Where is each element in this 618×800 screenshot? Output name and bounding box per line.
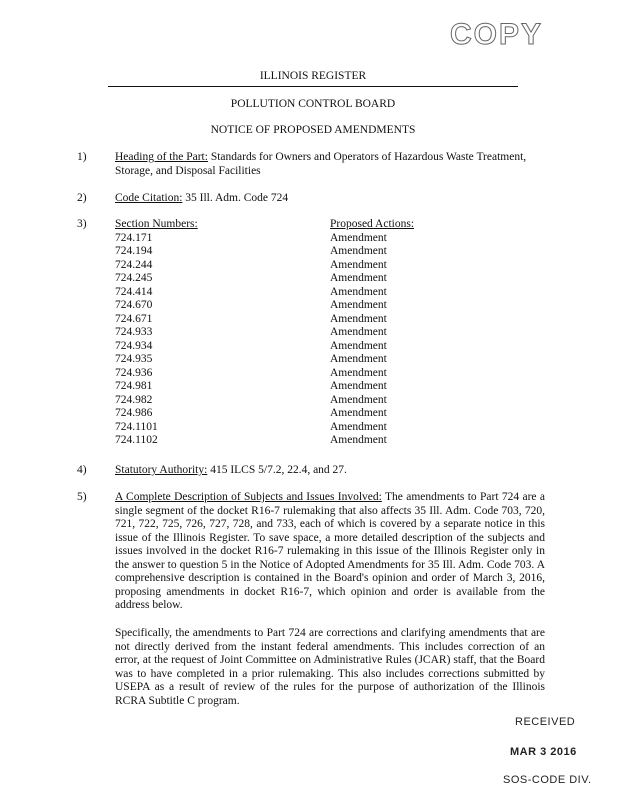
item-text: 415 ILCS 5/7.2, 22.4, and 27. (210, 464, 347, 476)
section-row (115, 353, 445, 367)
proposed-action: Amendment (330, 258, 387, 271)
section-number: 724.171 (115, 231, 153, 244)
proposed-action: Amendment (330, 366, 387, 379)
section-row (115, 407, 445, 421)
proposed-action: Amendment (330, 285, 387, 298)
item-description-continued: Specifically, the amendments to Part 724 are corrections and clarifying amendments that are not directly derived from the instant federal amendments. This includes correction of an error, at the request of Joint Committee on Administrative Rules (JCAR) staff, that the Board was to have completed in a prior rulemaking. This also includes corrections submitted by USEPA as a result of review of the rules for the purpose of authorization of the Illinois RCRA Subtitle C program. (115, 627, 545, 707)
proposed-action: Amendment (330, 312, 387, 325)
section-row (115, 286, 445, 300)
item-heading-of-part (115, 151, 545, 178)
section-number: 724.414 (115, 285, 153, 298)
section-number: 724.935 (115, 353, 153, 365)
received-office: SOS-CODE DIV. (503, 774, 592, 786)
item-label: A Complete Description of Subjects and Issues Involved: (115, 491, 382, 503)
section-row (115, 340, 445, 354)
item-number-3: 3) (77, 218, 87, 230)
register-header: ILLINOIS REGISTER (108, 70, 518, 87)
item-label: Heading of the Part: (115, 151, 208, 163)
section-rows (115, 232, 445, 448)
received-stamp: RECEIVED (515, 716, 576, 728)
section-row (115, 259, 445, 273)
item-number-1: 1) (77, 151, 87, 163)
proposed-actions-header: Proposed Actions: (330, 218, 415, 230)
item-number-2: 2) (77, 192, 87, 204)
section-row (115, 326, 445, 340)
item-text: 35 Ill. Adm. Code 724 (185, 192, 289, 204)
item-statutory-authority (115, 464, 545, 478)
item-text: Standards for Owners and Operators of Hazardous Waste Treatment, Storage, and Disposal Facilities (115, 151, 527, 177)
proposed-action: Amendment (330, 326, 387, 338)
section-table (115, 218, 445, 448)
section-number: 724.1101 (115, 420, 158, 433)
section-row (115, 272, 445, 286)
item-text: The amendments to Part 724 are a single segment of the docket R16-7 rulemaking that also affects 35 Ill. Adm. Code 703, 720, 721, 722, 725, 726, 727, 728, and 733, each of which is covered by a separate notice in this issue of the Illinois Register. To save space, a more detailed description of the subjects and issues involved in the docket R16-7 rulemaking in this issue of the Illinois Register only in the answer to question 5 in the Notice of Adopted Amendments for 35 Ill. Adm. Code 703. A comprehensive description is contained in the Board's opinion and order of March 3, 2016, proposing amendments in docket R16-7, which opinion and order is available from the address below. (115, 491, 545, 611)
item-description (115, 491, 545, 613)
section-number: 724.982 (115, 393, 153, 406)
proposed-action: Amendment (330, 407, 387, 419)
section-row (115, 232, 445, 246)
section-number: 724.1102 (115, 434, 158, 446)
item-label: Statutory Authority: (115, 464, 208, 476)
section-table-header (115, 218, 445, 232)
section-number: 724.245 (115, 272, 153, 284)
copy-watermark: COPY (450, 18, 544, 51)
section-number: 724.670 (115, 299, 153, 311)
section-number: 724.986 (115, 407, 153, 419)
section-row (115, 434, 445, 448)
section-number: 724.671 (115, 312, 153, 325)
proposed-action: Amendment (330, 299, 387, 311)
proposed-action: Amendment (330, 231, 387, 244)
section-numbers-header: Section Numbers: (115, 218, 198, 230)
section-number: 724.244 (115, 258, 153, 271)
section-number: 724.933 (115, 326, 153, 338)
proposed-action: Amendment (330, 272, 387, 284)
proposed-action: Amendment (330, 434, 387, 446)
proposed-action: Amendment (330, 339, 387, 352)
section-row (115, 245, 445, 259)
section-number: 724.936 (115, 366, 153, 379)
section-row (115, 299, 445, 313)
section-number: 724.934 (115, 339, 153, 352)
received-date: MAR 3 2016 (510, 746, 577, 758)
proposed-action: Amendment (330, 245, 387, 257)
proposed-action: Amendment (330, 353, 387, 365)
section-row (115, 367, 445, 381)
item-number-4: 4) (77, 464, 87, 476)
section-row (115, 380, 445, 394)
proposed-action: Amendment (330, 393, 387, 406)
item-code-citation (115, 192, 545, 206)
section-number: 724.981 (115, 380, 153, 392)
section-number: 724.194 (115, 245, 153, 257)
notice-title: NOTICE OF PROPOSED AMENDMENTS (210, 124, 416, 136)
proposed-action: Amendment (330, 380, 387, 392)
item-number-5: 5) (77, 491, 87, 503)
section-row (115, 313, 445, 327)
board-name: POLLUTION CONTROL BOARD (230, 98, 396, 110)
item-label: Code Citation: (115, 192, 183, 204)
section-row (115, 394, 445, 408)
proposed-action: Amendment (330, 420, 387, 433)
section-row (115, 421, 445, 435)
